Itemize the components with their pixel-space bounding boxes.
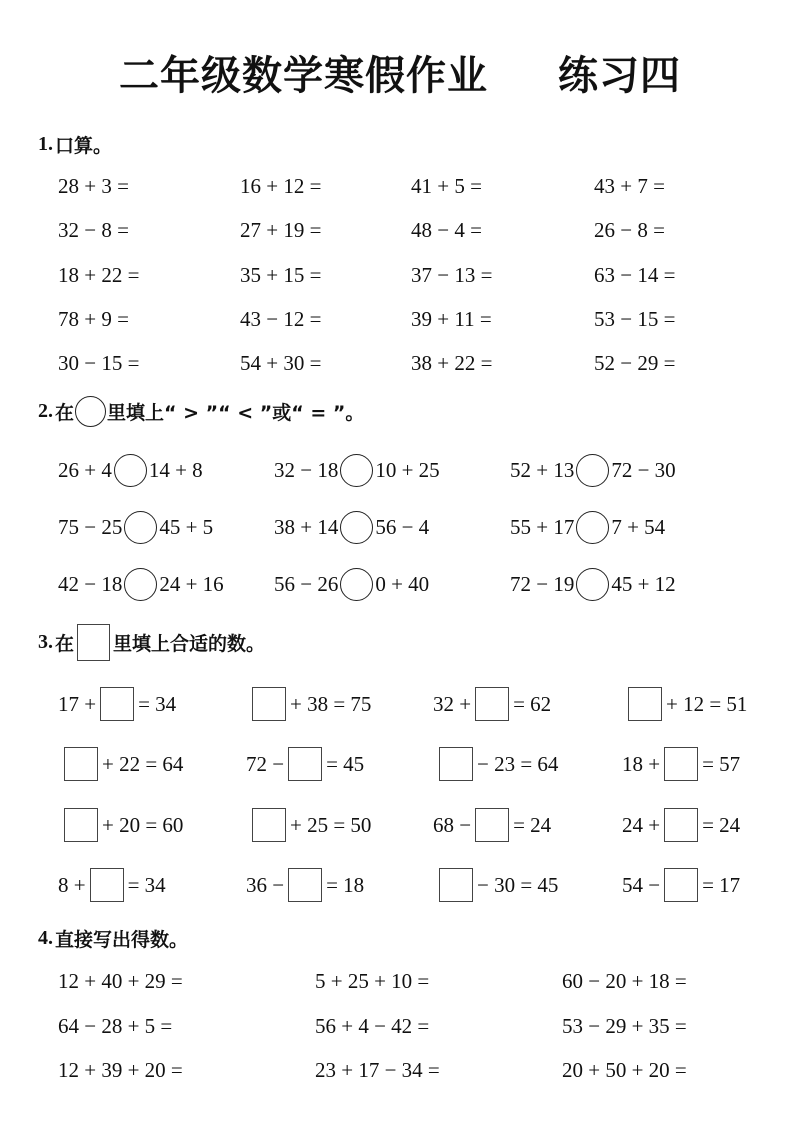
fill-box-item: [58, 868, 166, 902]
compare-right: 7 + 54: [611, 514, 666, 539]
fill-post: − 30 = 45: [477, 872, 559, 897]
section-number: 4.: [38, 927, 53, 949]
fill-box-item: [60, 808, 183, 842]
fill-post: = 57: [702, 751, 741, 776]
section-4-heading: [38, 925, 188, 952]
mental-math-item: 48 − 4 =: [411, 217, 482, 242]
mental-math-item: 43 − 12 =: [240, 306, 322, 331]
section-label-pre: 在: [55, 633, 75, 655]
mental-math-item: 16 + 12 =: [240, 173, 322, 198]
direct-answer-item: 56 + 4 − 42 =: [315, 1013, 430, 1038]
mental-math-item: 18 + 22 =: [58, 262, 140, 287]
mental-math-item: 27 + 19 =: [240, 217, 322, 242]
answer-box[interactable]: [439, 868, 473, 902]
fill-post: + 38 = 75: [290, 691, 372, 716]
fill-pre: 32 +: [433, 691, 472, 716]
compare-left: 52 + 13: [510, 457, 575, 482]
answer-circle[interactable]: [576, 511, 609, 544]
direct-answer-item: 60 − 20 + 18 =: [562, 968, 687, 993]
mental-math-item: 35 + 15 =: [240, 262, 322, 287]
direct-answer-item: 53 − 29 + 35 =: [562, 1013, 687, 1038]
direct-answer-item: 5 + 25 + 10 =: [315, 968, 430, 993]
compare-left: 26 + 4: [58, 457, 112, 482]
section-label-pre: 在: [55, 402, 75, 424]
section-label-post: 里填上“ > ”“ < ”或“ = ”。: [107, 402, 365, 424]
compare-left: 75 − 25: [58, 514, 123, 539]
fill-box-item: [246, 868, 364, 902]
direct-answer-item: 20 + 50 + 20 =: [562, 1057, 687, 1082]
mental-math-item: 38 + 22 =: [411, 350, 493, 375]
compare-right: 24 + 16: [159, 571, 224, 596]
answer-box[interactable]: [439, 747, 473, 781]
compare-left: 56 − 26: [274, 571, 339, 596]
answer-box[interactable]: [475, 808, 509, 842]
fill-pre: 72 −: [246, 751, 285, 776]
mental-math-item: 63 − 14 =: [594, 262, 676, 287]
compare-right: 45 + 12: [611, 571, 676, 596]
fill-post: = 17: [702, 872, 741, 897]
answer-box[interactable]: [664, 868, 698, 902]
title-main: 二年级数学寒假作业: [119, 53, 488, 99]
fill-box-item: [58, 687, 176, 721]
compare-item: [510, 567, 676, 601]
section-number: 1.: [38, 133, 53, 155]
fill-box-item: [246, 747, 364, 781]
compare-left: 42 − 18: [58, 571, 123, 596]
answer-box[interactable]: [252, 808, 286, 842]
compare-item: [58, 567, 224, 601]
answer-circle[interactable]: [340, 568, 373, 601]
compare-right: 45 + 5: [159, 514, 214, 539]
fill-post: + 12 = 51: [666, 691, 748, 716]
fill-box-item: [433, 687, 551, 721]
compare-right: 14 + 8: [148, 457, 203, 482]
answer-box-icon: [77, 624, 110, 661]
compare-item: [274, 567, 429, 601]
fill-box-item: [435, 747, 558, 781]
mental-math-item: 54 + 30 =: [240, 350, 322, 375]
fill-post: = 34: [127, 872, 166, 897]
fill-pre: 24 +: [622, 812, 661, 837]
answer-box[interactable]: [90, 868, 124, 902]
compare-item: [274, 453, 440, 487]
fill-pre: 18 +: [622, 751, 661, 776]
fill-post: = 34: [138, 691, 177, 716]
answer-circle[interactable]: [124, 568, 157, 601]
compare-right: 72 − 30: [611, 457, 676, 482]
mental-math-item: 78 + 9 =: [58, 306, 129, 331]
fill-box-item: [433, 808, 551, 842]
mental-math-item: 37 − 13 =: [411, 262, 493, 287]
fill-post: = 45: [326, 751, 365, 776]
fill-box-item: [60, 747, 183, 781]
compare-item: [58, 510, 213, 544]
compare-item: [510, 510, 665, 544]
compare-right: 10 + 25: [375, 457, 440, 482]
section-number: 3.: [38, 631, 53, 653]
compare-left: 55 + 17: [510, 514, 575, 539]
fill-box-item: [622, 868, 740, 902]
compare-item: [58, 453, 203, 487]
direct-answer-item: 23 + 17 − 34 =: [315, 1057, 440, 1082]
fill-box-item: [624, 687, 747, 721]
direct-answer-item: 12 + 40 + 29 =: [58, 968, 183, 993]
compare-left: 72 − 19: [510, 571, 575, 596]
mental-math-item: 53 − 15 =: [594, 306, 676, 331]
fill-post: + 20 = 60: [102, 812, 184, 837]
title-sub: 练习四: [558, 53, 681, 99]
direct-answer-item: 64 − 28 + 5 =: [58, 1013, 173, 1038]
fill-post: − 23 = 64: [477, 751, 559, 776]
mental-math-item: 28 + 3 =: [58, 173, 129, 198]
compare-item: [510, 453, 676, 487]
fill-post: + 25 = 50: [290, 812, 372, 837]
answer-box[interactable]: [288, 747, 322, 781]
section-2-heading: [38, 396, 364, 427]
mental-math-item: 39 + 11 =: [411, 306, 492, 331]
answer-box[interactable]: [475, 687, 509, 721]
answer-circle[interactable]: [576, 454, 609, 487]
direct-answer-item: 12 + 39 + 20 =: [58, 1057, 183, 1082]
compare-right: 0 + 40: [375, 571, 430, 596]
section-1-heading: [38, 131, 112, 158]
answer-box[interactable]: [664, 747, 698, 781]
compare-item: [274, 510, 429, 544]
fill-post: = 62: [513, 691, 552, 716]
fill-pre: 17 +: [58, 691, 97, 716]
section-3-heading: [38, 624, 265, 661]
section-label-post: 里填上合适的数。: [113, 633, 266, 655]
mental-math-item: 43 + 7 =: [594, 173, 665, 198]
fill-box-item: [248, 808, 371, 842]
compare-left: 38 + 14: [274, 514, 339, 539]
answer-circle[interactable]: [576, 568, 609, 601]
fill-post: = 24: [702, 812, 741, 837]
mental-math-item: 52 − 29 =: [594, 350, 676, 375]
fill-box-item: [248, 687, 371, 721]
fill-post: = 24: [513, 812, 552, 837]
answer-box[interactable]: [64, 747, 98, 781]
section-label: 口算。: [55, 135, 113, 157]
compare-right: 56 − 4: [375, 514, 430, 539]
mental-math-item: 30 − 15 =: [58, 350, 140, 375]
fill-pre: 8 +: [58, 872, 86, 897]
fill-post: + 22 = 64: [102, 751, 184, 776]
answer-box[interactable]: [252, 687, 286, 721]
answer-circle[interactable]: [340, 454, 373, 487]
fill-box-item: [622, 808, 740, 842]
page-title: [0, 44, 800, 101]
answer-box[interactable]: [288, 868, 322, 902]
compare-left: 32 − 18: [274, 457, 339, 482]
answer-circle-icon: [75, 396, 106, 427]
answer-circle[interactable]: [114, 454, 147, 487]
mental-math-item: 41 + 5 =: [411, 173, 482, 198]
fill-pre: 68 −: [433, 812, 472, 837]
section-label: 直接写出得数。: [55, 929, 189, 951]
answer-box[interactable]: [100, 687, 134, 721]
answer-box[interactable]: [664, 808, 698, 842]
answer-box[interactable]: [64, 808, 98, 842]
fill-post: = 18: [326, 872, 365, 897]
fill-box-item: [622, 747, 740, 781]
fill-pre: 36 −: [246, 872, 285, 897]
mental-math-item: 26 − 8 =: [594, 217, 665, 242]
mental-math-item: 32 − 8 =: [58, 217, 129, 242]
section-number: 2.: [38, 400, 53, 422]
answer-circle[interactable]: [124, 511, 157, 544]
fill-pre: 54 −: [622, 872, 661, 897]
fill-box-item: [435, 868, 558, 902]
answer-box[interactable]: [628, 687, 662, 721]
answer-circle[interactable]: [340, 511, 373, 544]
